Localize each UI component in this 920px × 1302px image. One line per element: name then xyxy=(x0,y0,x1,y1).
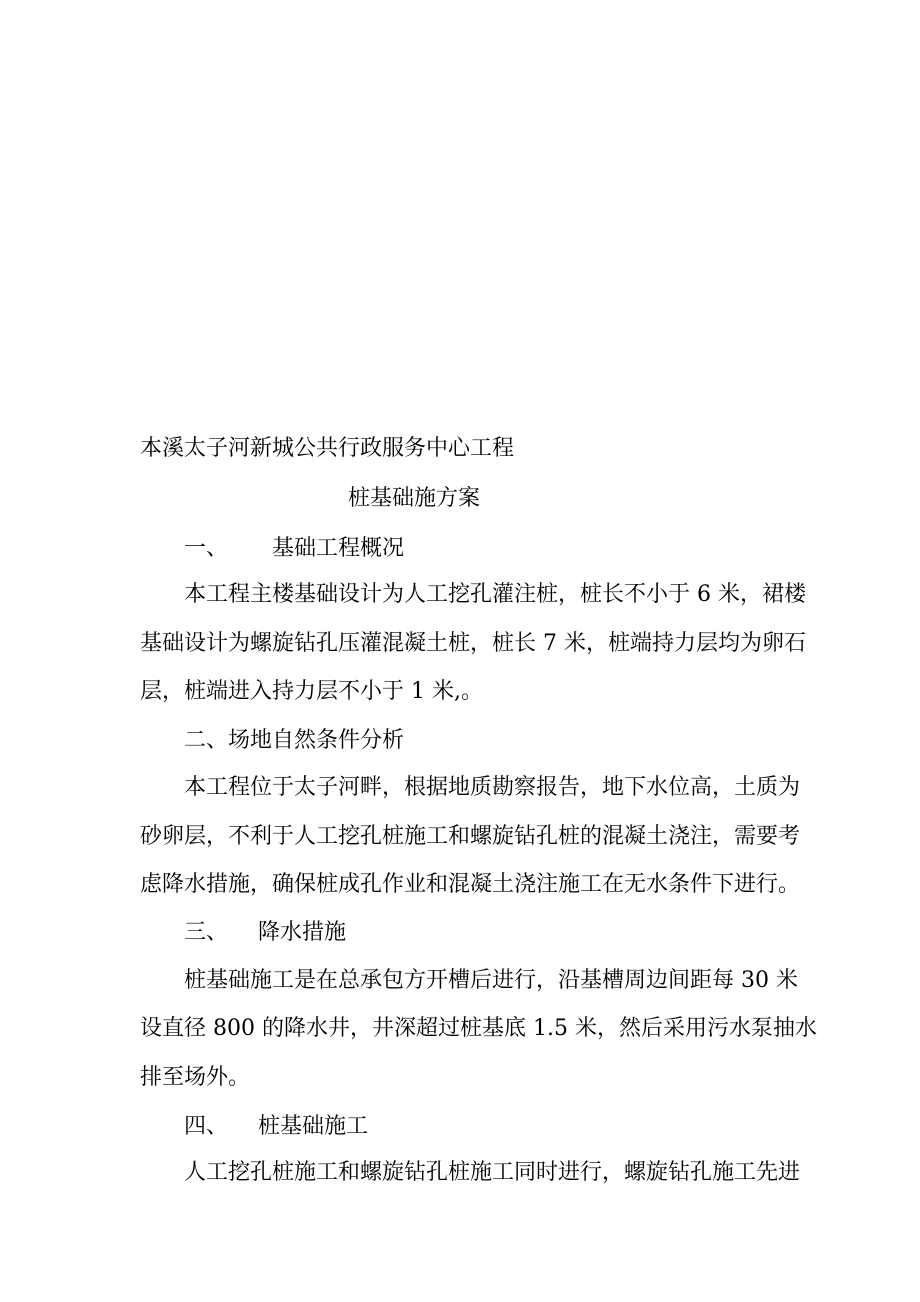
paragraph-line: 本工程位于太子河畔，根据地质勘察报告，地下水位高，土质为 xyxy=(184,775,801,800)
paragraph-line: 设直径 800 的降水井，井深超过桩基底 1.5 米，然后采用污水泵抽水 xyxy=(140,1016,817,1041)
section-heading-text: 场地自然条件分析 xyxy=(228,728,405,753)
paragraph-line: 砂卵层，不利于人工挖孔桩施工和螺旋钻孔桩的混凝土浇注，需要考 xyxy=(140,824,801,849)
paragraph-line: 桩基础施工是在总承包方开槽后进行，沿基槽周边间距每 30 米 xyxy=(184,968,798,993)
section-heading-3 xyxy=(184,918,780,948)
paragraph-line: 排至场外。 xyxy=(140,1065,251,1090)
section-heading-number: 三、 xyxy=(184,920,229,945)
section-heading-number: 二、 xyxy=(184,728,229,753)
section-heading-1 xyxy=(184,534,780,564)
paragraph-line: 虑降水措施，确保桩成孔作业和混凝土浇注施工在无水条件下进行。 xyxy=(140,872,801,897)
section-heading-text: 桩基础施工 xyxy=(258,1114,369,1139)
paragraph-line: 基础设计为螺旋钻孔压灌混凝土桩，桩长 7 米，桩端持力层均为卵石 xyxy=(140,631,806,656)
paragraph-line: 本工程主楼基础设计为人工挖孔灌注桩，桩长不小于 6 米，裙楼 xyxy=(184,582,806,607)
section-heading-2 xyxy=(184,726,780,756)
section-heading-number: 四、 xyxy=(184,1114,229,1139)
section-heading-text: 基础工程概况 xyxy=(272,536,405,561)
paragraph-line: 层，桩端进入持力层不小于 1 米,。 xyxy=(140,679,483,704)
document-title-line-1: 本溪太子河新城公共行政服务中心工程 xyxy=(140,436,515,461)
paragraph-line: 人工挖孔桩施工和螺旋钻孔桩施工同时进行，螺旋钻孔施工先进 xyxy=(184,1160,801,1185)
section-heading-number: 一、 xyxy=(184,536,229,561)
document-title-line-2: 桩基础施方案 xyxy=(348,486,481,511)
section-heading-text: 降水措施 xyxy=(258,920,347,945)
section-heading-4 xyxy=(184,1112,780,1142)
